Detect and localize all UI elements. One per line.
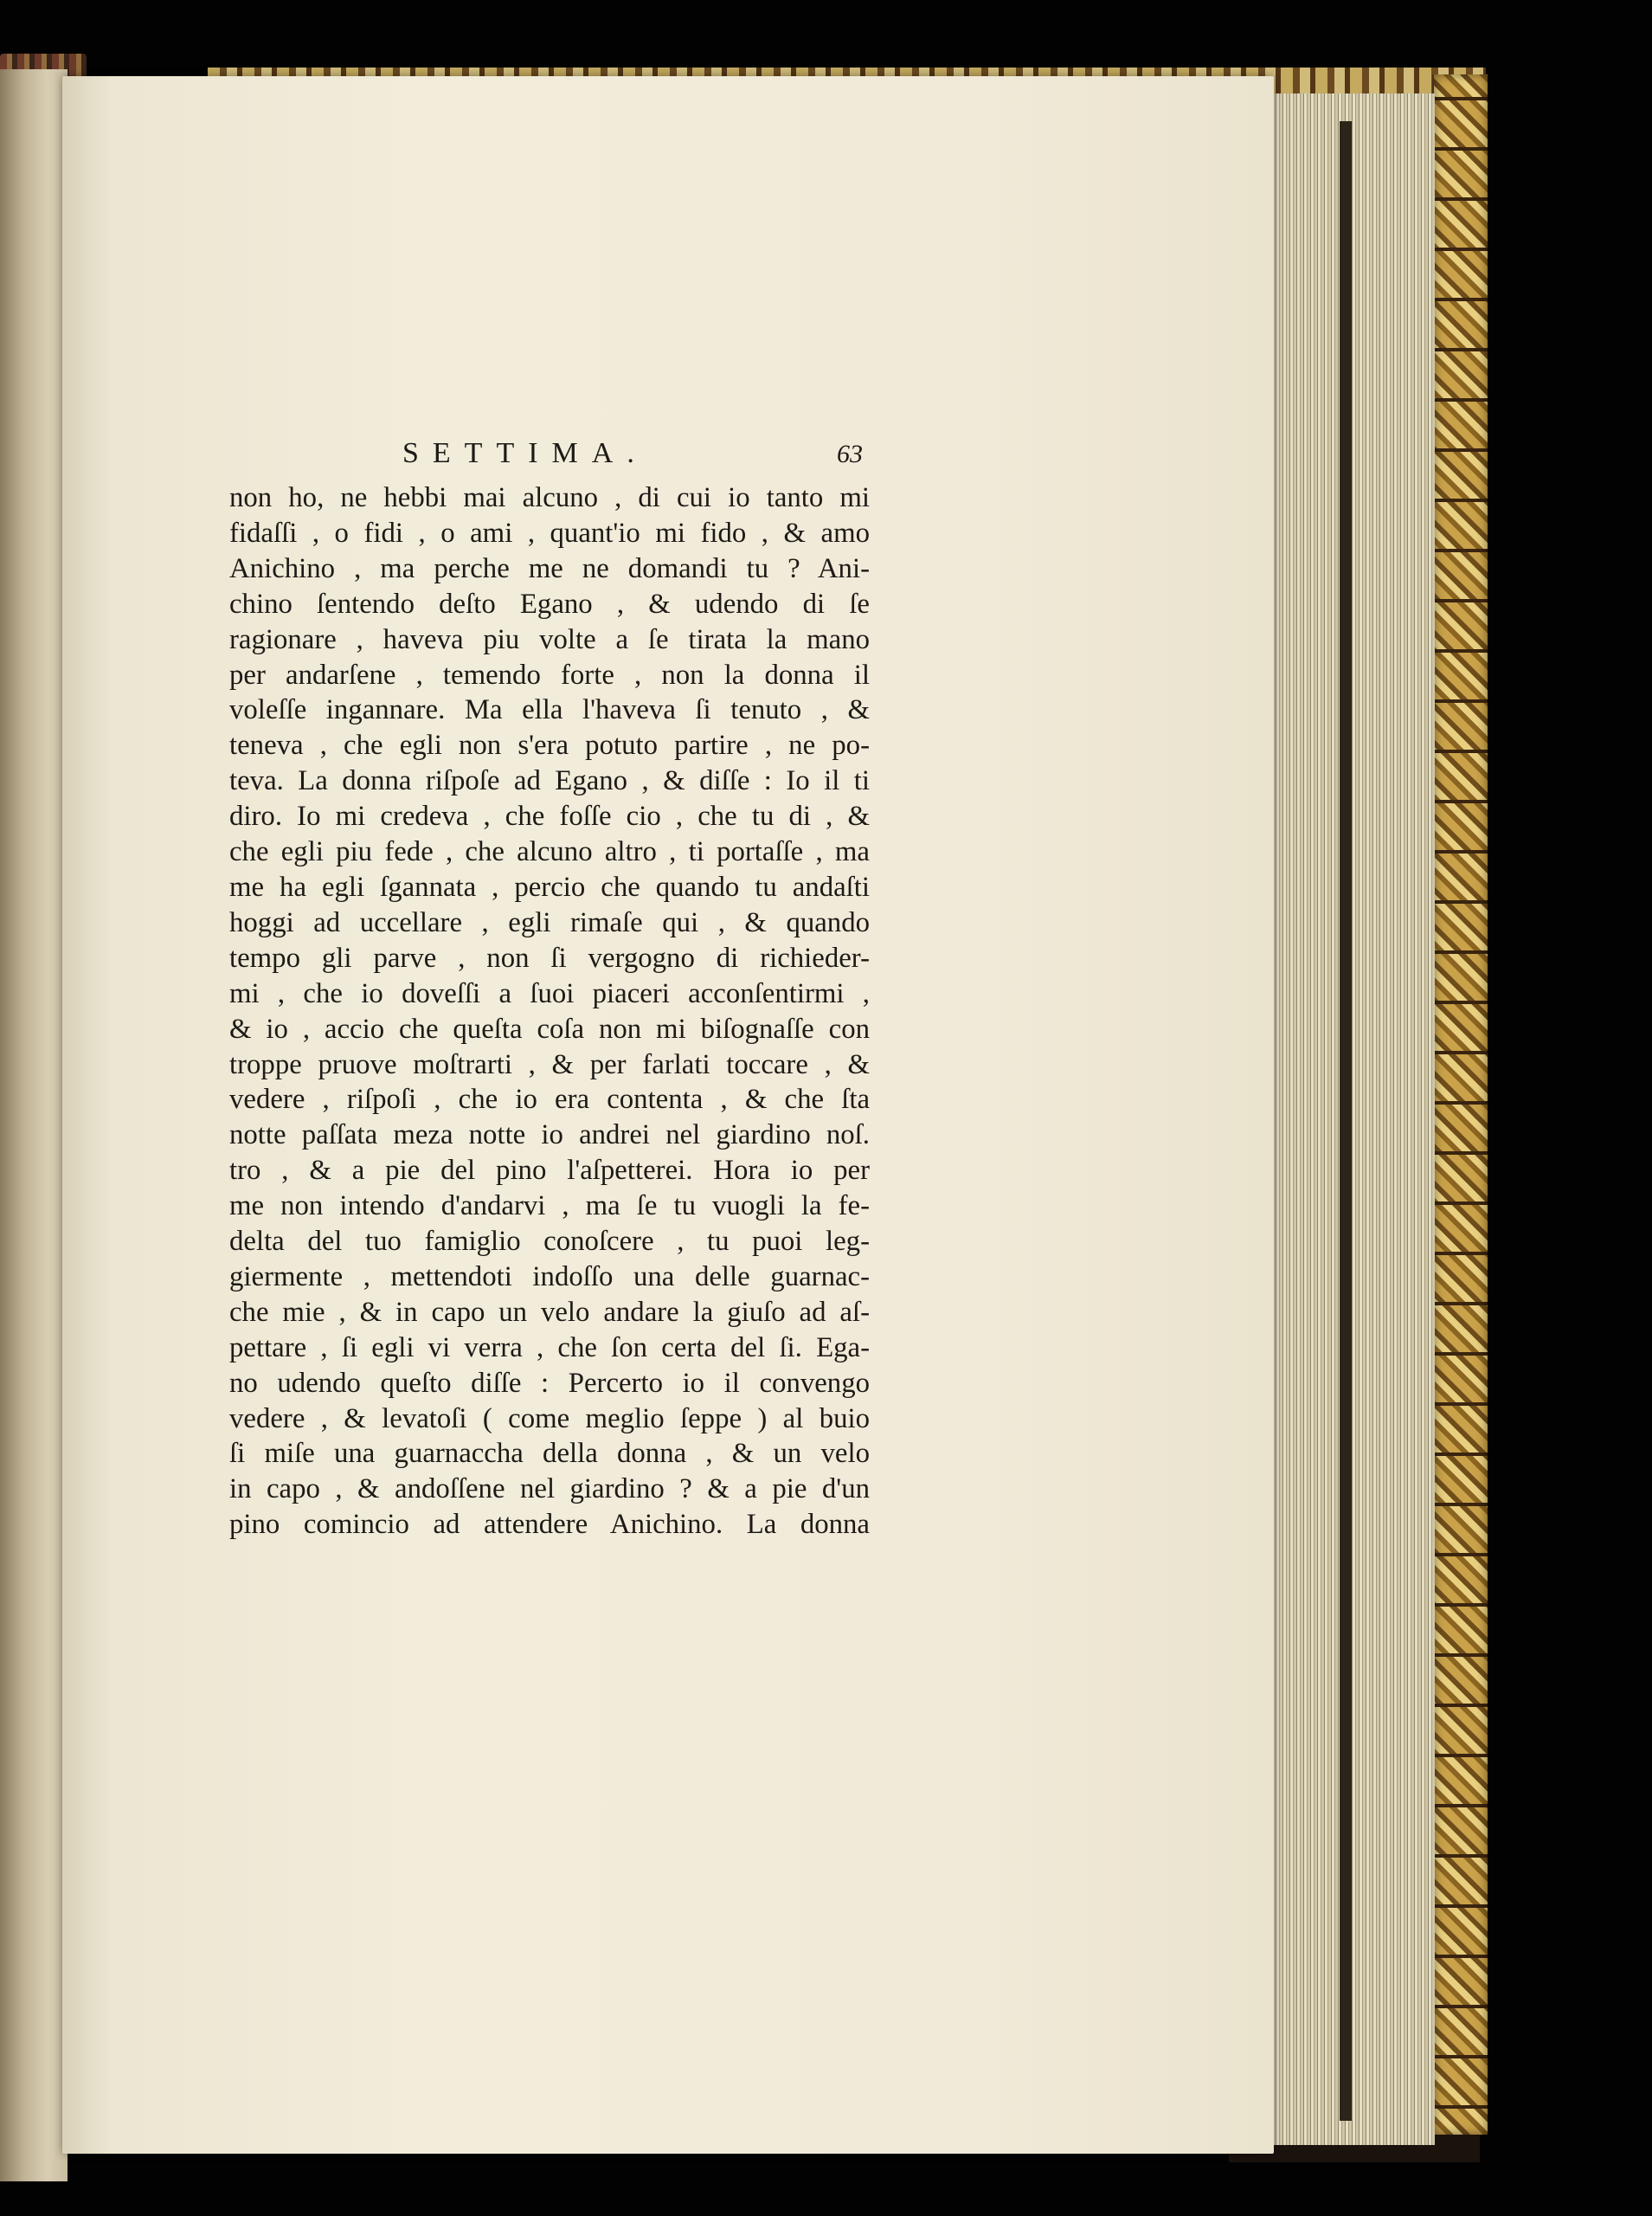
body-text [229, 480, 870, 1543]
text-line: hoggi ad uccellare , egli rimaſe qui , & quando [229, 906, 870, 938]
text-line: che egli piu fede , che alcuno altro , ti portaſſe , ma [229, 836, 870, 868]
text-line: voleſſe ingannare. Ma ella l'haveva ſi tenuto , & [229, 694, 870, 726]
text-line: troppe pruove moſtrarti , & per farlati toccare , & [229, 1048, 870, 1080]
running-head [229, 437, 870, 475]
gilt-spine-decoration [1432, 74, 1488, 2135]
text-line: no udendo queſto diſſe : Percerto io il convengo [229, 1367, 870, 1399]
text-line: giermente , mettendoti indoſſo una delle guarnac- [229, 1260, 870, 1292]
text-line: & io , accio che queſta coſa non mi biſognaſſe con [229, 1013, 870, 1045]
text-line: fidaſſi , o fidi , o ami , quant'io mi fido , & amo [229, 517, 870, 549]
text-line: pino comincio ad attendere Anichino. La donna [229, 1509, 870, 1541]
page-stack-gap [1340, 121, 1352, 2121]
text-line: vedere , & levatoſi ( come meglio ſeppe ) al buio [229, 1402, 870, 1434]
text-line: teneva , che egli non s'era potuto partire , ne po- [229, 730, 870, 762]
text-line: notte paſſata meza notte io andrei nel giardino noſ. [229, 1119, 870, 1151]
text-line: mi , che io doveſſi a ſuoi piaceri acconſentirmi , [229, 977, 870, 1009]
text-line: me non intendo d'andarvi , ma ſe tu vuogli la fe- [229, 1190, 870, 1222]
text-line: pettare , ſi egli vi verra , che ſon certa del ſi. Ega- [229, 1331, 870, 1363]
text-line: ſi miſe una guarnaccha della donna , & un velo [229, 1438, 870, 1470]
text-line: chino ſentendo deſto Egano , & udendo di ſe [229, 588, 870, 620]
text-line: teva. La donna riſpoſe ad Egano , & diſſe : Io il ti [229, 765, 870, 797]
text-line: in capo , & andoſſene nel giardino ? & a pie d'un [229, 1473, 870, 1505]
text-line: diro. Io mi credeva , che foſſe cio , che tu di , & [229, 801, 870, 833]
page-text-block [229, 437, 870, 1543]
text-line: tro , & a pie del pino l'aſpetterei. Hora io per [229, 1155, 870, 1187]
text-line: tempo gli parve , non ſi vergogno di richieder- [229, 942, 870, 974]
text-line: non ho, ne hebbi mai alcuno , di cui io tanto mi [229, 482, 870, 513]
page-number: 63 [837, 440, 863, 468]
running-title: SETTIMA. [402, 437, 648, 469]
text-line: Anichino , ma perche me ne domandi tu ? Ani- [229, 552, 870, 584]
text-line: che mie , & in capo un velo andare la giuſo ad aſ- [229, 1296, 870, 1328]
text-line: ragionare , haveva piu volte a ſe tirata la mano [229, 623, 870, 655]
text-line: delta del tuo famiglio conoſcere , tu puoi leg- [229, 1226, 870, 1258]
text-line: me ha egli ſgannata , percio che quando tu andaſti [229, 871, 870, 903]
previous-page-edge [0, 69, 67, 2181]
text-line: vedere , riſpoſi , che io era contenta , & che ſta [229, 1084, 870, 1116]
text-line: per andarſene , temendo forte , non la donna il [229, 659, 870, 691]
